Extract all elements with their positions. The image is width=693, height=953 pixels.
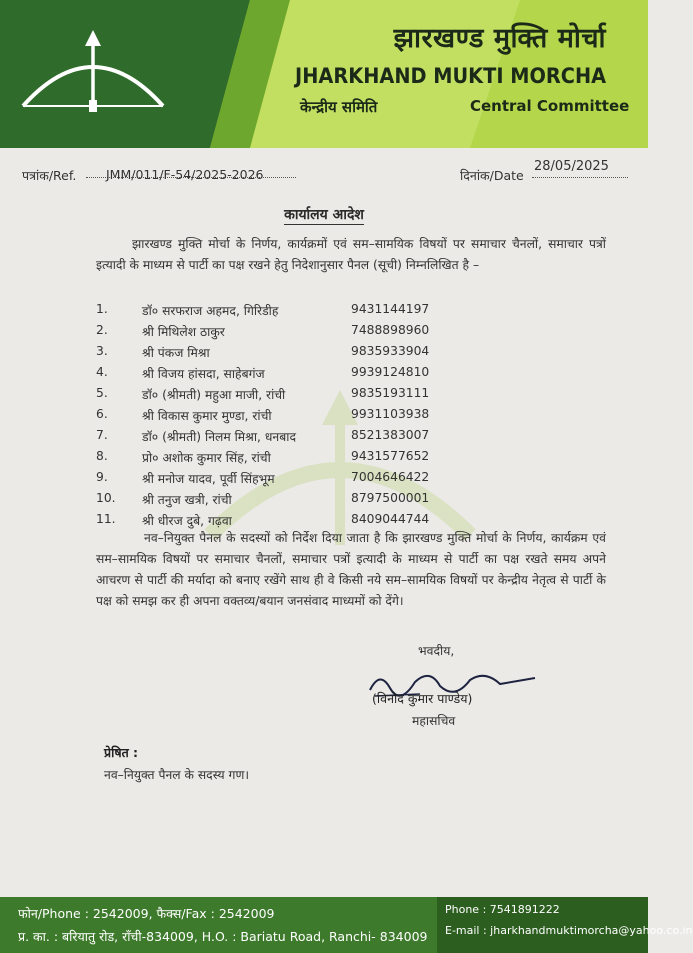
- instruction-paragraph: नव–नियुक्त पैनल के सदस्यों को निर्देश दिया जाता है कि झारखण्ड मुक्ति मोर्चा के निर्णय, कार्यक्रम एवं सम–सामयिक विषयों पर समाचार चैनलों, समाचार पत्रों इत्यादी के माध्यम से पार्टी का पक्ष रखते समय अपने आचरण से पार्टी की मर्यादा को बनाए रखेंगे साथ ही वे किसी नये सम–सामयिक विषयों पर केन्द्रीय नेतृत्व से पार्टी के पक्ष को समझ कर ही अपना वक्तव्य/बयान जनसंवाद माध्यमों को देंगे।: [96, 531, 606, 608]
- closing-salutation: भवदीय,: [418, 644, 455, 658]
- date-dotted-line: [532, 177, 628, 178]
- office-order-title: कार्यालय आदेश: [284, 207, 364, 223]
- intro-paragraph: झारखण्ड मुक्ति मोर्चा के निर्णय, कार्यक्रमों एवं सम–सामयिक विषयों पर समाचार चैनलों, समाचार पत्रों इत्यादी के माध्यम से पार्टी का पक्ष रखने हेतु निदेशानुसार पैनल (सूची) निम्नलिखित है –: [96, 237, 606, 272]
- list-item: 3. श्री पंकज मिश्रा 9835933904: [96, 344, 430, 360]
- date-label: दिनांक/Date: [460, 168, 524, 183]
- list-item: 11. श्री धीरज दुबे, गढ़वा 8409044744: [96, 512, 430, 528]
- committee-hindi: केन्द्रीय समिति: [300, 98, 378, 116]
- footer-email: E-mail : jharkhandmuktimorcha@yahoo.co.in: [445, 924, 693, 937]
- list-item: 2. श्री मिथिलेश ठाकुर 7488898960: [96, 323, 430, 339]
- letterhead-footer: [0, 897, 693, 953]
- footer-phone: Phone : 7541891222: [445, 903, 560, 916]
- list-item: 6. श्री विकास कुमार मुण्डा, रांची 9931103938: [96, 407, 430, 423]
- reference-line: [22, 159, 628, 187]
- party-name-english: JHARKHAND MUKTI MORCHA: [294, 64, 606, 88]
- committee-english: Central Committee: [470, 97, 630, 115]
- list-item: 8. प्रो० अशोक कुमार सिंह, रांची 9431577652: [96, 449, 430, 465]
- list-item: 10. श्री तनुज खत्री, रांची 8797500001: [96, 491, 430, 507]
- signatory-designation: महासचिव: [412, 714, 456, 728]
- footer-address: प्र. का. : बरियातु रोड, राँची-834009, H.O. : Bariatu Road, Ranchi- 834009: [18, 929, 428, 944]
- footer-phone-fax: फोन/Phone : 2542009, फैक्स/Fax : 2542009: [18, 906, 275, 921]
- bow-and-arrow-logo: [18, 28, 168, 114]
- party-name-hindi: झारखण्ड मुक्ति मोर्चा: [393, 23, 606, 54]
- list-item: 4. श्री विजय हांसदा, साहेबगंज 9939124810: [96, 365, 430, 381]
- ref-number: JMM/011/F-54/2025-2026: [106, 167, 264, 182]
- sent-to-recipients: नव–नियुक्त पैनल के सदस्य गण।: [104, 768, 250, 782]
- date-value: 28/05/2025: [534, 159, 609, 174]
- list-item: 7. डॉ० (श्रीमती) निलम मिश्रा, धनबाद 8521383007: [96, 428, 430, 444]
- list-item: 5. डॉ० (श्रीमती) महुआ माजी, रांची 9835193111: [96, 386, 430, 402]
- signatory-name: (विनोद कुमार पाण्डेय): [372, 691, 473, 706]
- list-item: 1. डॉ० सरफराज अहमद, गिरिडीह 9431144197: [96, 302, 430, 318]
- list-item: 9. श्री मनोज यादव, पूर्वी सिंहभूम 7004646422: [96, 470, 430, 486]
- letterhead: [0, 0, 648, 148]
- ref-label: पत्रांक/Ref.: [22, 168, 77, 183]
- sent-to-label: प्रेषित :: [104, 745, 139, 760]
